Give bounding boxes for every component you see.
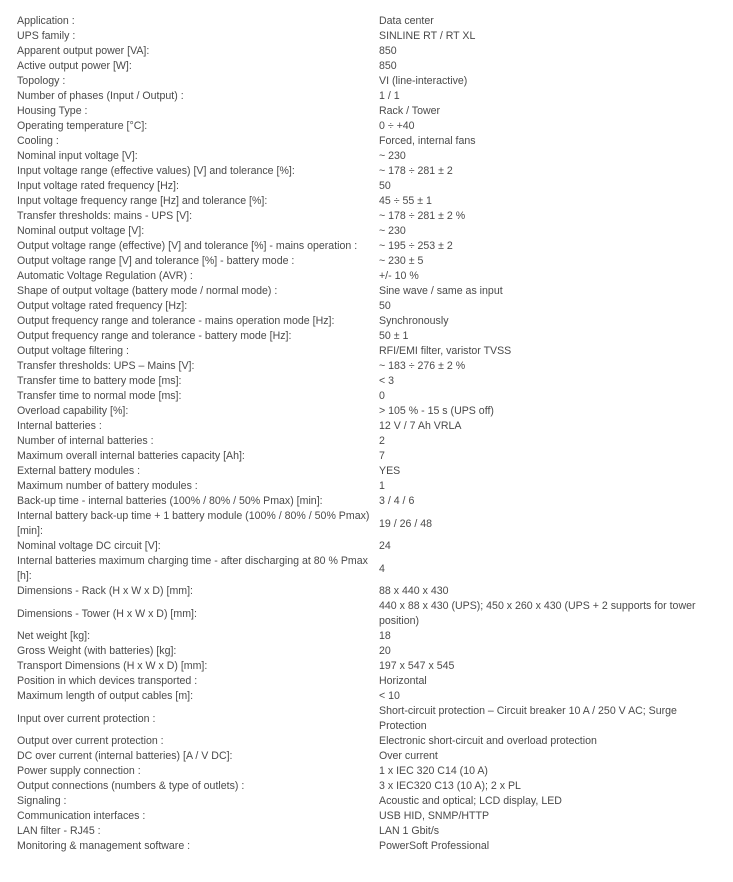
spec-label: Communication interfaces :: [17, 810, 146, 822]
spec-label: Overload capability [%]:: [17, 405, 129, 417]
spec-row: [0, 674, 733, 689]
spec-row: [0, 329, 733, 344]
spec-label: External battery modules :: [17, 465, 141, 477]
spec-row: [0, 749, 733, 764]
spec-value: 2: [379, 435, 385, 447]
spec-value: ~ 230 ± 5: [379, 255, 424, 267]
spec-row: [0, 764, 733, 779]
spec-value: Over current: [379, 750, 438, 762]
spec-label: Position in which devices transported :: [17, 675, 198, 687]
spec-row: [0, 344, 733, 359]
spec-row: [0, 779, 733, 794]
spec-label: Internal batteries maximum charging time - after discharging at 80 % Pmax [h]:: [17, 555, 368, 582]
spec-row: [0, 149, 733, 164]
spec-row: [0, 59, 733, 74]
spec-row: [0, 404, 733, 419]
spec-label: Input voltage range (effective values) [V] and tolerance [%]:: [17, 165, 295, 177]
spec-row: [0, 659, 733, 674]
spec-row: [0, 629, 733, 644]
spec-value: Short-circuit protection – Circuit breaker 10 A / 250 V AC; Surge Protection: [379, 705, 677, 732]
spec-label: Output frequency range and tolerance - mains operation mode [Hz]:: [17, 315, 335, 327]
spec-label: Net weight [kg]:: [17, 630, 91, 642]
spec-row: [0, 374, 733, 389]
spec-label: Transfer thresholds: UPS – Mains [V]:: [17, 360, 195, 372]
spec-value: 50: [379, 180, 391, 192]
spec-value: ~ 230: [379, 225, 406, 237]
spec-row: [0, 314, 733, 329]
spec-label: Output frequency range and tolerance - battery mode [Hz]:: [17, 330, 292, 342]
spec-label: Nominal input voltage [V]:: [17, 150, 138, 162]
spec-label: DC over current (internal batteries) [A / V DC]:: [17, 750, 233, 762]
spec-value: ~ 230: [379, 150, 406, 162]
spec-label: Transfer time to normal mode [ms]:: [17, 390, 182, 402]
spec-label: Input over current protection :: [17, 712, 156, 725]
spec-value: 197 x 547 x 545: [379, 660, 455, 672]
spec-row: [0, 824, 733, 839]
spec-row: [0, 179, 733, 194]
spec-value: Horizontal: [379, 675, 427, 687]
spec-label: Input voltage frequency range [Hz] and tolerance [%]:: [17, 195, 268, 207]
spec-label: Output voltage rated frequency [Hz]:: [17, 300, 188, 312]
spec-value: 88 x 440 x 430: [379, 585, 449, 597]
spec-value: SINLINE RT / RT XL: [379, 30, 476, 42]
spec-row: [0, 284, 733, 299]
spec-row: [0, 269, 733, 284]
spec-row: [0, 554, 733, 584]
spec-value: 4: [379, 562, 385, 575]
spec-label: Shape of output voltage (battery mode / normal mode) :: [17, 285, 278, 297]
spec-value: LAN 1 Gbit/s: [379, 825, 440, 837]
spec-value: ~ 183 ÷ 276 ± 2 %: [379, 360, 466, 372]
spec-value: PowerSoft Professional: [379, 840, 490, 852]
spec-row: [0, 734, 733, 749]
spec-row: [0, 464, 733, 479]
spec-value: 18: [379, 630, 391, 642]
spec-label: Active output power [W]:: [17, 60, 132, 72]
spec-label: Number of internal batteries :: [17, 435, 154, 447]
spec-value: VI (line-interactive): [379, 75, 468, 87]
spec-row: [0, 434, 733, 449]
spec-row: [0, 239, 733, 254]
spec-value: 0 ÷ +40: [379, 120, 415, 132]
spec-value: ~ 195 ÷ 253 ± 2: [379, 240, 453, 252]
spec-row: [0, 509, 733, 539]
spec-value: Rack / Tower: [379, 105, 441, 117]
spec-label: Output voltage range [V] and tolerance [%] - battery mode :: [17, 255, 295, 267]
spec-value: Sine wave / same as input: [379, 285, 503, 297]
spec-row: [0, 74, 733, 89]
spec-row: [0, 494, 733, 509]
spec-row: [0, 794, 733, 809]
spec-value: 45 ÷ 55 ± 1: [379, 195, 432, 207]
spec-label: Nominal output voltage [V]:: [17, 225, 145, 237]
spec-value: 1 / 1: [379, 90, 400, 102]
spec-value: Forced, internal fans: [379, 135, 476, 147]
spec-table-body: [0, 14, 733, 854]
spec-value: 3 x IEC320 C13 (10 A); 2 x PL: [379, 780, 521, 792]
spec-row: [0, 584, 733, 599]
spec-label: Maximum overall internal batteries capacity [Ah]:: [17, 450, 245, 462]
spec-value: 20: [379, 645, 391, 657]
spec-label: Nominal voltage DC circuit [V]:: [17, 540, 161, 552]
spec-label: Internal battery back-up time + 1 battery module (100% / 80% / 50% Pmax) [min]:: [17, 510, 370, 537]
spec-value: YES: [379, 465, 401, 477]
spec-row: [0, 704, 733, 734]
spec-label: Cooling :: [17, 135, 59, 147]
spec-value: 19 / 26 / 48: [379, 517, 433, 530]
spec-value: 3 / 4 / 6: [379, 495, 415, 507]
spec-value: Data center: [379, 15, 434, 27]
spec-label: Transfer thresholds: mains - UPS [V]:: [17, 210, 193, 222]
spec-label: Internal batteries :: [17, 420, 102, 432]
spec-row: [0, 599, 733, 629]
spec-label: Automatic Voltage Regulation (AVR) :: [17, 270, 193, 282]
spec-value: 7: [379, 450, 385, 462]
spec-row: [0, 644, 733, 659]
spec-row: [0, 809, 733, 824]
spec-value: ~ 178 ÷ 281 ± 2: [379, 165, 453, 177]
spec-label: Monitoring & management software :: [17, 840, 191, 852]
spec-value: 24: [379, 540, 391, 552]
spec-label: Housing Type :: [17, 105, 88, 117]
spec-row: [0, 209, 733, 224]
spec-value: 0: [379, 390, 385, 402]
spec-label: Operating temperature [°C]:: [17, 120, 148, 132]
spec-value: 850: [379, 60, 397, 72]
spec-row: [0, 539, 733, 554]
spec-label: Output voltage range (effective) [V] and tolerance [%] - mains operation :: [17, 240, 358, 252]
spec-label: Maximum number of battery modules :: [17, 480, 198, 492]
spec-label: Gross Weight (with batteries) [kg]:: [17, 645, 177, 657]
spec-value: 850: [379, 45, 397, 57]
spec-label: Signaling :: [17, 795, 67, 807]
spec-row: [0, 224, 733, 239]
spec-label: Number of phases (Input / Output) :: [17, 90, 184, 102]
spec-row: [0, 689, 733, 704]
spec-label: Output voltage filtering :: [17, 345, 129, 357]
spec-row: [0, 389, 733, 404]
spec-value: USB HID, SNMP/HTTP: [379, 810, 490, 822]
spec-label: Input voltage rated frequency [Hz]:: [17, 180, 179, 192]
spec-row: [0, 254, 733, 269]
spec-row: [0, 449, 733, 464]
spec-label: Maximum length of output cables [m]:: [17, 690, 194, 702]
spec-value: ~ 178 ÷ 281 ± 2 %: [379, 210, 466, 222]
spec-value: 50 ± 1: [379, 330, 409, 342]
spec-row: [0, 164, 733, 179]
spec-label: UPS family :: [17, 30, 76, 42]
spec-table: [0, 14, 733, 854]
spec-row: [0, 194, 733, 209]
spec-value: 440 x 88 x 430 (UPS); 450 x 260 x 430 (UPS + 2 supports for tower position): [379, 600, 696, 627]
spec-label: Topology :: [17, 75, 66, 87]
spec-value: 50: [379, 300, 391, 312]
spec-value: +/- 10 %: [379, 270, 419, 282]
spec-label: Transport Dimensions (H x W x D) [mm]:: [17, 660, 208, 672]
spec-label: Output over current protection :: [17, 735, 164, 747]
spec-row: [0, 104, 733, 119]
spec-value: Acoustic and optical; LCD display, LED: [379, 795, 562, 807]
spec-value: Synchronously: [379, 315, 449, 327]
spec-row: [0, 119, 733, 134]
spec-label: Dimensions - Tower (H x W x D) [mm]:: [17, 607, 197, 620]
spec-row: [0, 419, 733, 434]
spec-row: [0, 479, 733, 494]
spec-label: Output connections (numbers & type of outlets) :: [17, 780, 245, 792]
spec-row: [0, 89, 733, 104]
spec-value: < 10: [379, 690, 400, 702]
spec-label: Power supply connection :: [17, 765, 141, 777]
spec-row: [0, 299, 733, 314]
spec-row: [0, 134, 733, 149]
spec-value: 1 x IEC 320 C14 (10 A): [379, 765, 488, 777]
spec-value: Electronic short-circuit and overload protection: [379, 735, 597, 747]
spec-value: 12 V / 7 Ah VRLA: [379, 420, 462, 432]
spec-label: Apparent output power [VA]:: [17, 45, 150, 57]
spec-value: 1: [379, 480, 385, 492]
spec-label: LAN filter - RJ45 :: [17, 825, 101, 837]
spec-value: RFI/EMI filter, varistor TVSS: [379, 345, 512, 357]
spec-label: Transfer time to battery mode [ms]:: [17, 375, 182, 387]
spec-label: Back-up time - internal batteries (100% / 80% / 50% Pmax) [min]:: [17, 495, 323, 507]
spec-value: < 3: [379, 375, 395, 387]
spec-value: > 105 % - 15 s (UPS off): [379, 405, 494, 417]
spec-row: [0, 44, 733, 59]
spec-label: Dimensions - Rack (H x W x D) [mm]:: [17, 585, 193, 597]
spec-label: Application :: [17, 15, 75, 27]
spec-row: [0, 29, 733, 44]
spec-row: [0, 839, 733, 854]
spec-row: [0, 359, 733, 374]
spec-row: [0, 14, 733, 29]
